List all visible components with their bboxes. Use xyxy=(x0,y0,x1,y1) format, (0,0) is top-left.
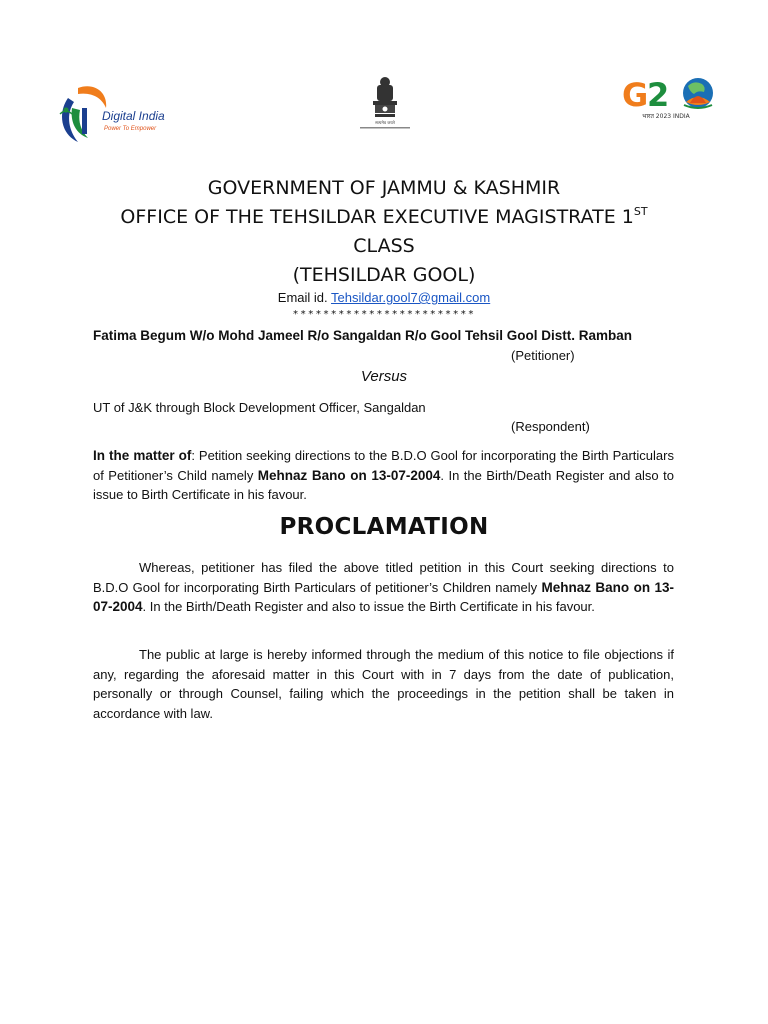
matter-text-2: . In the Birth/Death Register and also to issue to Birth Certificate in his favour. xyxy=(93,467,674,503)
proclamation-paragraph-2: The public at large is hereby informed through the medium of this notice to file objections if any, regarding the aforesaid matter in this Court with in 7 days from the date of publication, personally or through Counsel, failing which the proceedings in the petition shall be taken in accordance with law. xyxy=(93,647,674,721)
proclamation-highlight: Mehnaz Bano on 13-07-2004 xyxy=(93,579,675,615)
respondent-name: UT of J&K through Block Development Officer, Sangaldan xyxy=(93,400,426,415)
proclamation-title: PROCLAMATION xyxy=(279,514,489,540)
emblem-icon xyxy=(356,72,414,132)
matter-paragraph xyxy=(93,446,674,505)
g20-caption: भारत 2023 INDIA xyxy=(642,113,690,120)
header-office-superscript: ST xyxy=(633,205,648,218)
emblem-caption: सत्यमेव जयते xyxy=(375,120,395,125)
matter-label: In the matter of xyxy=(93,448,192,463)
email-label: Email id. xyxy=(277,290,328,305)
proclamation-text-1: Whereas, petitioner has filed the above titled petition in this Court seeking directions to B.D.O Gool for incorporating Birth Particulars of petitioner’s Children namely xyxy=(93,560,674,595)
matter-text-1: : Petition seeking directions to the B.D.O Gool for incorporating the Birth Particulars of Petitioner’s Child namely xyxy=(93,448,674,483)
proclamation-paragraph-1 xyxy=(93,558,674,617)
petitioner-role: (Petitioner) xyxy=(511,348,575,363)
digital-india-icon xyxy=(56,84,176,148)
g20-icon xyxy=(622,72,722,124)
digital-india-logo xyxy=(56,84,176,148)
g20-title-g: G xyxy=(622,76,649,114)
header-class: CLASS xyxy=(353,235,415,257)
respondent-role: (Respondent) xyxy=(511,419,590,434)
g20-title-2: 2 xyxy=(647,76,670,114)
petitioner-name: Fatima Begum W/o Mohd Jameel R/o Sangaldan R/o Gool Tehsil Gool Distt. Ramban xyxy=(93,328,633,343)
header-office xyxy=(100,203,668,232)
digital-india-title: Digital India xyxy=(102,109,165,123)
header-tehsildar: (TEHSILDAR GOOL) xyxy=(292,264,476,286)
header-office-text: OFFICE OF THE TEHSILDAR EXECUTIVE MAGISTRATE 1 xyxy=(120,206,634,228)
digital-india-tagline: Power To Empower xyxy=(104,126,157,132)
separator: ************************ xyxy=(292,309,476,320)
header-government: GOVERNMENT OF JAMMU & KASHMIR xyxy=(207,177,561,199)
proclamation-text-2: . In the Birth/Death Register and also to issue the Birth Certificate in his favour. xyxy=(142,599,595,615)
email-line xyxy=(100,290,668,305)
email-link[interactable]: Tehsildar.gool7@gmail.com xyxy=(331,290,491,305)
matter-highlight: Mehnaz Bano on 13-07-2004 xyxy=(257,467,441,483)
national-emblem-logo xyxy=(356,72,414,132)
versus-label: Versus xyxy=(360,368,408,385)
g20-logo xyxy=(622,72,722,124)
